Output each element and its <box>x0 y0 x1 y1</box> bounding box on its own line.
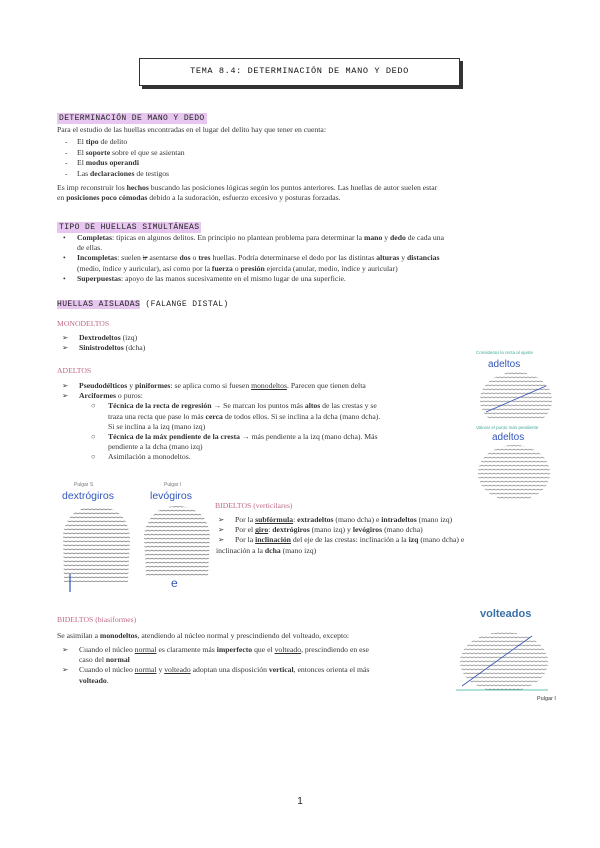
text: Se marcan los puntos más <box>221 401 305 411</box>
text: del eje de las crestas: inclinación a la <box>290 535 409 545</box>
text: ir <box>142 253 148 263</box>
list-item <box>62 391 472 401</box>
bold-term: subfórmula <box>255 515 294 524</box>
bold-term: Técnica de la máx pendiente de la cresta → <box>108 432 250 442</box>
text: es claramente más <box>156 645 217 654</box>
underlined-term: normal <box>134 665 157 675</box>
fingerprint-image <box>452 624 552 694</box>
bold-term: Técnica de la recta de regresión → <box>108 401 222 411</box>
item-post: sobre el que se asientan <box>110 147 185 157</box>
adeltos-list <box>62 381 472 463</box>
bideltos-verticilares-label: BIDELTOS (verticilares) <box>215 501 293 510</box>
text: de ellas. <box>77 243 103 253</box>
bold-term: imperfecto <box>216 645 253 654</box>
text: : suelen <box>117 253 143 263</box>
bold-term: extradeltos <box>297 515 334 524</box>
bold-term: monodeltos <box>99 631 138 640</box>
item-pre: Las <box>77 168 91 178</box>
text: y <box>127 381 135 390</box>
list-item <box>62 343 362 353</box>
text: : típicas en algunos delitos. En principio no plantean problema para determinar la <box>112 233 364 242</box>
underlined-term: volteado <box>164 665 191 675</box>
text: y <box>382 233 390 242</box>
page-title: TEMA 8.4: DETERMINACIÓN DE MANO Y DEDO <box>190 66 409 76</box>
section2-heading: TIPO DE HUELLAS SIMULTÁNEAS <box>59 223 200 232</box>
section1-list <box>65 137 465 179</box>
list-item <box>62 432 472 452</box>
figure-caption: Valorar el punto más pendiente <box>476 425 539 430</box>
figure-title: levógiros <box>150 490 193 502</box>
text: (mano izq) y <box>309 525 353 535</box>
section2-list <box>63 233 553 284</box>
dash-icon: - <box>65 168 68 178</box>
bold-term: Dextrodeltos <box>79 333 121 342</box>
item-bold: tipo <box>85 137 99 146</box>
text: : <box>268 525 273 535</box>
bold-term: piniformes <box>134 381 171 390</box>
text: caso del <box>79 655 106 665</box>
bold-term: levógiros <box>352 525 383 535</box>
heading-rest: (FALANGE DISTAL) <box>140 300 229 309</box>
text: : <box>293 515 298 524</box>
arrow-icon: ➢ <box>62 381 69 390</box>
text: de todos ellos. Si se inclina a la dcha (mano dcha). <box>222 411 381 421</box>
list-item <box>62 381 472 391</box>
bold-term: distancias <box>406 253 440 263</box>
item-post: de delito <box>98 137 128 146</box>
figure-caption: Pulgar I <box>537 696 556 702</box>
list-item <box>63 233 553 253</box>
text: o <box>190 253 199 263</box>
para-text: en <box>57 193 67 203</box>
adeltos-label: ADELTOS <box>57 366 92 375</box>
section1-paragraph <box>57 183 557 203</box>
text: : apoyo de las manos sucesivamente en el mismo lugar de una superficie. <box>121 273 346 283</box>
bold-term: altos <box>304 401 321 411</box>
figure-caption: Pulgar I <box>164 482 182 488</box>
list-item <box>218 515 558 525</box>
bold-term: inclinación <box>255 535 291 545</box>
title-box <box>139 58 460 86</box>
figure-title: adeltos <box>492 432 525 443</box>
figure-title: adeltos <box>488 359 521 370</box>
bold-term: intradeltos <box>381 515 417 524</box>
text: (mano izq) <box>416 515 453 524</box>
bold-term: mano <box>363 233 383 242</box>
text: , atendiendo al núcleo normal y prescindiendo del volteado, excepto: <box>137 631 350 640</box>
list-item <box>63 253 553 273</box>
para-bold: hechos <box>126 183 149 192</box>
fingerprint-image <box>58 504 133 592</box>
text: . <box>106 675 109 685</box>
text: Cuando el núcleo <box>79 665 135 675</box>
arrow-icon: ➢ <box>218 525 225 535</box>
arrow-icon: ➢ <box>218 535 225 545</box>
list-item <box>62 452 472 462</box>
monodeltos-list <box>62 333 362 353</box>
bullet-icon: • <box>63 253 66 263</box>
text: (mano dcha) e <box>418 535 465 545</box>
section1-heading: DETERMINACIÓN DE MANO Y DEDO <box>59 114 205 123</box>
circle-bullet-icon: ○ <box>91 452 96 462</box>
text: de las crestas y se <box>320 401 377 411</box>
bullet-icon: • <box>63 273 66 283</box>
arrow-icon: ➢ <box>218 515 225 524</box>
fingerprint-image <box>474 443 552 501</box>
text: (medio, índice y auricular), así como por la <box>77 263 212 273</box>
figure-caption: Pulgar S <box>74 482 94 488</box>
underlined-term: normal <box>134 645 157 654</box>
bold-term: dextrógiros <box>272 525 310 535</box>
arrow-icon: ➢ <box>62 333 69 342</box>
text: . Parecen que tienen delta <box>286 381 366 390</box>
text: Asimilación a monodeltos. <box>108 452 191 462</box>
text: Por la <box>235 535 256 545</box>
adeltos-figure-2 <box>474 425 554 500</box>
bold-term: dedo <box>390 233 406 242</box>
item-pre: El <box>77 158 86 168</box>
para-text: buscando las posiciones lógicas según los puntos anteriores. Las huellas de autor suelen estar <box>148 183 438 192</box>
bold-term: Pseudodélticos <box>79 381 128 390</box>
list-item-continuation <box>216 546 556 556</box>
bold-term: Incompletas <box>77 253 118 263</box>
bold-term: Sinistrodeltos <box>79 343 124 353</box>
bold-term: Superpuestas <box>77 273 122 283</box>
arrow-icon: ➢ <box>62 665 69 675</box>
list-item <box>62 333 362 343</box>
fingerprint-image <box>474 368 552 420</box>
list-item <box>65 137 465 148</box>
text: huellas. Podría determinarse el dedo por las distintas <box>210 253 377 263</box>
list-item <box>65 148 465 159</box>
text: que el <box>252 645 275 654</box>
bold-term: fuerza <box>211 263 233 273</box>
list-item <box>63 274 553 284</box>
heading-highlight: HUELLAS AISLADAS <box>57 300 141 309</box>
fingerprint-image <box>140 504 215 578</box>
text: asentarse <box>147 253 180 263</box>
bullet-icon: • <box>63 233 66 242</box>
list-item <box>62 665 452 685</box>
text: (mano dcha) <box>382 525 423 535</box>
circle-bullet-icon: ○ <box>91 401 96 411</box>
list-item <box>65 169 465 180</box>
text: Se asimilan a <box>57 631 100 640</box>
section1-intro: Para el estudio de las huellas encontradas en el lugar del delito hay que tener en cuenta: <box>57 125 326 134</box>
item-pre: El <box>77 147 86 157</box>
text: : se aplica como si fuesen <box>170 381 252 390</box>
text: (mano dcha) e <box>333 515 382 524</box>
bold-term: dcha <box>264 545 281 555</box>
section3-heading <box>57 300 229 309</box>
circle-bullet-icon: ○ <box>91 432 96 442</box>
bold-term: Completas <box>77 233 113 242</box>
para-bold: posiciones poco cómodas <box>66 193 148 203</box>
text: (izq) <box>120 333 138 342</box>
figure-title: volteados <box>480 608 532 620</box>
figure-mark: e <box>171 576 178 590</box>
text: Por la <box>235 515 256 524</box>
text: y <box>399 253 407 263</box>
text: (mano izq) <box>280 545 317 555</box>
text: , prescindiendo en ese <box>301 645 369 654</box>
bold-term: dos <box>179 253 191 263</box>
bideltos-biasiformes-intro <box>57 631 457 641</box>
monodeltos-label: MONODELTOS <box>57 319 110 328</box>
arrow-icon: ➢ <box>62 645 69 654</box>
text: Cuando el núcleo <box>79 645 135 654</box>
text: Si se inclina a la izq (mano izq) <box>108 421 206 431</box>
bold-term: normal <box>105 655 130 665</box>
list-item <box>62 645 452 665</box>
list-item <box>65 158 465 169</box>
item-bold: soporte <box>85 147 111 157</box>
text: ejercida (anular, medio, índice y auricular) <box>264 263 398 273</box>
item-bold: declaraciones <box>90 168 135 178</box>
text: (dcha) <box>123 343 146 353</box>
text: o puros: <box>116 391 143 401</box>
bold-term: giro <box>255 525 269 535</box>
item-pre: El <box>77 137 86 146</box>
text: inclinación a la <box>216 545 265 555</box>
bold-term: cerca <box>205 411 223 421</box>
bold-term: volteado <box>79 675 107 685</box>
list-item <box>218 525 558 535</box>
text: Por el <box>235 525 256 535</box>
para-text: Es imp reconstruir los <box>57 183 127 192</box>
text: de cada una <box>405 233 445 242</box>
item-bold: modus operandi <box>85 158 139 168</box>
bideltos-biasiformes-list <box>62 645 452 686</box>
bold-term: presión <box>240 263 265 273</box>
list-item <box>62 401 472 432</box>
text: adoptan una disposición <box>190 665 269 675</box>
bold-term: izq <box>408 535 419 545</box>
para-text: debido a la sudoración, esfuerzo excesivo y posturas forzadas. <box>147 193 341 203</box>
figure-caption: Consideran la recta al ajuste <box>476 350 534 355</box>
dextrogiros-figure <box>58 482 133 592</box>
bideltos-verticilares-list <box>218 515 558 556</box>
underlined-term: monodeltos <box>251 381 287 390</box>
arrow-icon: ➢ <box>62 343 69 353</box>
bold-term: tres <box>198 253 211 263</box>
text: o <box>232 263 241 273</box>
arrow-icon: ➢ <box>62 391 69 401</box>
page-number: 1 <box>297 796 303 807</box>
levogiros-figure <box>140 482 215 592</box>
dash-icon: - <box>65 137 68 146</box>
text: , entonces orienta el más <box>293 665 370 675</box>
bold-term: Arciformes <box>79 391 116 401</box>
underlined-term: volteado <box>274 645 302 654</box>
text: más pendiente a la izq (mano dcha). Más <box>249 432 378 442</box>
bold-term: alturas <box>376 253 400 263</box>
figure-title: dextrógiros <box>62 490 114 502</box>
list-item <box>218 535 558 545</box>
text: pendiente a la dcha (mano izq) <box>108 442 203 452</box>
adeltos-figure-1 <box>474 350 554 420</box>
text: traza una recta que pase lo más <box>108 411 206 421</box>
item-post: de testigos <box>134 168 170 178</box>
bideltos-biasiformes-label: BIDELTOS (biasiformes) <box>57 615 137 624</box>
dash-icon: - <box>65 158 68 168</box>
bold-term: vertical <box>268 665 294 675</box>
volteados-figure <box>452 604 562 704</box>
dash-icon: - <box>65 147 68 157</box>
text: y <box>156 665 165 675</box>
